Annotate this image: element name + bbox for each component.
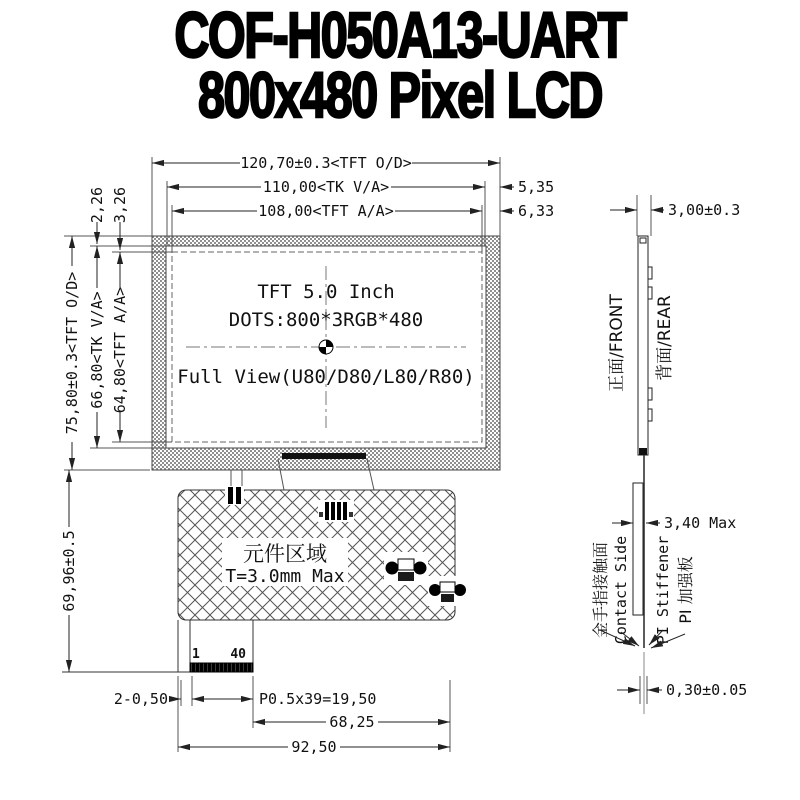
ic-chip-icon [318,500,354,522]
dim-margin-top-viewing: 2,26 [88,186,106,224]
front-view [152,236,500,490]
dim-height-viewing: 66,80<TK V/A> [88,291,106,409]
fpc-attach-bar [282,453,366,459]
panel-dots-text: DOTS:800*3RGB*480 [228,309,424,331]
dim-height-outline: 75,80±0.3<TFT O/D> [63,271,81,435]
side-profile-foot [639,448,647,455]
rear-side-label: 背面/REAR [655,295,675,381]
contact-side-label-en: Contact Side [612,535,630,645]
dim-tail-length: 69,96±0.5 [60,530,78,612]
capacitor-pair-icon [225,486,244,505]
stiffener-side [633,483,643,615]
panel-size-text: TFT 5.0 Inch [257,281,395,303]
dim-pin-pitch: P0.5x39=19,50 [259,690,377,708]
dim-fpc-max-thickness: 3,40 Max [664,514,737,532]
side-profile-tabs [648,267,652,421]
pin-1-label: 1 [192,647,200,662]
dim-thickness: 3,00±0.3 [668,201,741,219]
panel-view-text: Full View(U80/D80/L80/R80) [177,366,475,388]
component-area-label: 元件区域 [243,542,327,566]
dim-width-viewing: 110,00<TK V/A> [262,178,390,196]
dim-margin-right-viewing: 5,35 [518,178,555,196]
dim-height-active: 64,80<TFT A/A> [111,286,129,414]
stiffener-label-en: PI Stiffener [654,535,672,645]
connector-component-icon [428,576,468,606]
component-thickness-label: T=3.0mm Max [225,566,345,587]
stiffener-label-cn: PI 加强板 [676,556,695,624]
connector-component-icon [384,552,428,585]
fpc-tail [62,620,253,672]
component-area [178,486,468,620]
side-profile-body [638,236,648,455]
dim-fpc-width: 92,50 [291,738,337,756]
side-view [591,195,747,714]
dim-width-outline: 120,70±0.3<TFT O/D> [240,154,412,172]
part-number: COF-H050A13-UART [174,0,626,71]
resolution-title: 800x480 Pixel LCD [197,58,603,131]
dim-width-active: 108,00<TFT A/A> [258,202,394,220]
gold-finger-strip [190,663,253,672]
dim-tip-thickness: 0,30±0.05 [666,681,748,699]
dim-tail-width: 68,25 [329,713,375,731]
front-side-label: 正面/FRONT [607,294,627,392]
pin-40-label: 40 [230,647,246,662]
dim-margin-top-active: 3,26 [111,186,129,224]
center-mark-icon [319,340,333,354]
dim-margin-right-active: 6,33 [518,202,555,220]
contact-side-label-cn: 金手指接触面 [591,541,610,639]
bottom-dimensions [114,676,450,756]
dim-edge-fingers: 2-0,50 [113,690,168,708]
